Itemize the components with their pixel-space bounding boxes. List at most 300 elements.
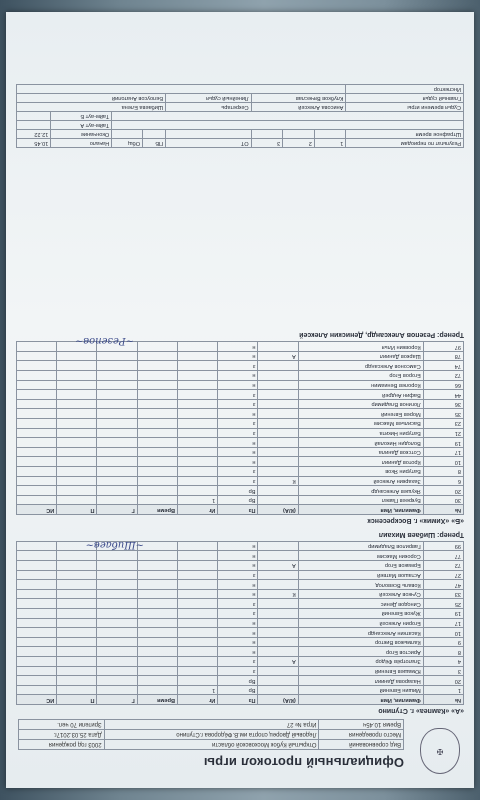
- protocol-rotated-content: [6, 12, 474, 788]
- venue-value: Ледовый Дворец спорта им.В.Фёдорова г.Ступино: [104, 730, 319, 740]
- team_a-cell: [97, 551, 137, 561]
- table-row: [17, 380, 464, 390]
- team_a-cell: н: [218, 580, 258, 590]
- team_b-cell: 44: [423, 390, 463, 400]
- team_a-col-header: Г: [97, 695, 137, 705]
- team_b-cell: [258, 447, 298, 457]
- team_b-cell: 66: [423, 380, 463, 390]
- team_a-cell: [17, 609, 57, 619]
- team_a-col-header: П: [57, 695, 97, 705]
- team_b-cell: [178, 409, 218, 419]
- team_a-cell: [178, 609, 218, 619]
- team_b-cell: [17, 409, 57, 419]
- team_b-cell: 30: [423, 495, 463, 505]
- team-b-signature: ~Резепов~: [74, 335, 134, 346]
- period-2: 2: [283, 139, 315, 148]
- team_b-cell: [258, 399, 298, 409]
- team_a-cell: Ермаков Егор: [298, 561, 423, 571]
- team_b-cell: [57, 361, 97, 371]
- team_a-cell: [57, 676, 97, 686]
- team_b-cell: [97, 476, 137, 486]
- team_b-cell: А: [258, 351, 298, 361]
- team_b-cell: [17, 486, 57, 496]
- team_a-cell: [258, 551, 298, 561]
- team_b-cell: 72: [423, 371, 463, 381]
- team_a-cell: н: [218, 628, 258, 638]
- team_b-cell: [137, 390, 177, 400]
- team_b-cell: [97, 390, 137, 400]
- team_b-cell: Батурин Никита: [298, 428, 423, 438]
- team-a-section: [16, 528, 464, 716]
- team_a-cell: [178, 676, 218, 686]
- team_a-col-header: Время: [137, 695, 177, 705]
- team_a-cell: Мишин Евгений: [298, 685, 423, 695]
- team_b-cell: Кротов Даниил: [298, 457, 423, 467]
- table-row: [17, 551, 464, 561]
- table-row: [17, 666, 464, 676]
- team_b-cell: 17: [423, 447, 463, 457]
- team_a-cell: [178, 580, 218, 590]
- team_a-cell: [258, 628, 298, 638]
- team_a-cell: [57, 561, 97, 571]
- table-row: [17, 399, 464, 409]
- team_a-cell: К: [258, 589, 298, 599]
- team_b-cell: н: [218, 342, 258, 352]
- team_b-cell: [57, 409, 97, 419]
- team_a-cell: [97, 685, 137, 695]
- team_b-cell: [258, 495, 298, 505]
- team_b-cell: [17, 380, 57, 390]
- team_a-cell: 77: [423, 551, 463, 561]
- team_b-cell: [17, 419, 57, 429]
- team_a-cell: з: [218, 599, 258, 609]
- team_b-cell: К: [258, 476, 298, 486]
- team_b-cell: [137, 428, 177, 438]
- team_a-cell: [137, 599, 177, 609]
- team_b-cell: [178, 457, 218, 467]
- team_a-cell: [17, 599, 57, 609]
- team_b-cell: [178, 486, 218, 496]
- team_b-cell: 10: [423, 457, 463, 467]
- team_a-cell: [97, 628, 137, 638]
- team_b-cell: [57, 351, 97, 361]
- team_a-cell: Сучков Алексей: [298, 589, 423, 599]
- team_b-cell: н: [218, 457, 258, 467]
- team_a-cell: [17, 570, 57, 580]
- team_b-cell: [97, 409, 137, 419]
- team_a-cell: [178, 541, 218, 551]
- team_b-cell: [57, 399, 97, 409]
- game-meta: [18, 719, 404, 750]
- team-b-coach: Тренер: Резепов Александр, Денискин Алексей: [299, 331, 464, 339]
- team_b-cell: [258, 409, 298, 419]
- team_a-cell: 3: [423, 666, 463, 676]
- team_b-cell: [178, 399, 218, 409]
- team_b-cell: [178, 342, 218, 352]
- team_b-cell: з: [218, 476, 258, 486]
- team_b-cell: Морев Евгений: [298, 409, 423, 419]
- team_b-cell: [178, 419, 218, 429]
- team_a-cell: [178, 666, 218, 676]
- table-row: [17, 628, 464, 638]
- team_a-cell: [258, 676, 298, 686]
- team_b-cell: [178, 380, 218, 390]
- team_b-cell: [97, 486, 137, 496]
- team_a-cell: [258, 580, 298, 590]
- team_a-cell: [178, 599, 218, 609]
- team_a-cell: [57, 580, 97, 590]
- linesman-value: Белоусов Анатолий: [17, 94, 166, 103]
- team_b-cell: Егоров Егор: [298, 371, 423, 381]
- team_b-cell: [57, 467, 97, 477]
- venue-label: Место проведения: [319, 730, 404, 740]
- team_a-cell: Касаткин Александр: [298, 628, 423, 638]
- table-row: [17, 676, 464, 686]
- team_b-cell: з: [218, 361, 258, 371]
- team_b-cell: [137, 342, 177, 352]
- team_a-cell: [17, 580, 57, 590]
- team_b-cell: Якушев Александр: [298, 486, 423, 496]
- period-1: 1: [314, 139, 346, 148]
- game-summary: [16, 84, 464, 148]
- team_a-cell: [57, 685, 97, 695]
- team_a-cell: 33: [423, 589, 463, 599]
- team_a-cell: Синодов Денис: [298, 599, 423, 609]
- team_a-cell: [258, 685, 298, 695]
- table-row: [17, 371, 464, 381]
- team_b-cell: [97, 371, 137, 381]
- team_b-cell: [178, 390, 218, 400]
- team_a-cell: з: [218, 657, 258, 667]
- competition-label: Вид соревнований: [319, 740, 404, 750]
- game-no-label: Игра №: [295, 721, 317, 728]
- team_b-cell: [178, 467, 218, 477]
- team_b-col-header: Пз: [218, 505, 258, 515]
- team_a-col-header: ИС: [17, 695, 57, 705]
- team_b-cell: [57, 419, 97, 429]
- team_a-cell: [57, 647, 97, 657]
- team_a-cell: [137, 676, 177, 686]
- team_a-cell: [137, 618, 177, 628]
- team_b-cell: [17, 399, 57, 409]
- team_b-cell: н: [218, 438, 258, 448]
- team_a-cell: 1: [423, 685, 463, 695]
- team_b-cell: 36: [423, 399, 463, 409]
- team_a-cell: [137, 657, 177, 667]
- team_b-cell: 74: [423, 361, 463, 371]
- team_a-cell: [57, 628, 97, 638]
- team-a-signature: ~Шибаев~: [85, 539, 144, 550]
- team_b-cell: [17, 351, 57, 361]
- team_a-cell: Вр: [218, 685, 258, 695]
- table-row: [17, 589, 464, 599]
- team_a-cell: Гаврилов Владимир: [298, 541, 423, 551]
- team_b-cell: [57, 371, 97, 381]
- team_a-cell: [97, 618, 137, 628]
- team_a-cell: Коваль Всеволод: [298, 580, 423, 590]
- team_b-cell: 20: [423, 486, 463, 496]
- team_b-cell: [97, 380, 137, 390]
- team_b-col-header: Фамилия, Имя: [298, 505, 423, 515]
- team_b-cell: [258, 380, 298, 390]
- team_b-col-header: №: [423, 505, 463, 515]
- team_a-cell: Златотрёв Фёдор: [298, 657, 423, 667]
- team_b-cell: [17, 371, 57, 381]
- team_b-cell: [178, 428, 218, 438]
- team_b-cell: [97, 467, 137, 477]
- team_a-cell: [137, 647, 177, 657]
- team_b-cell: [137, 409, 177, 419]
- team_b-cell: [178, 361, 218, 371]
- team_b-cell: [137, 457, 177, 467]
- table-row: [17, 361, 464, 371]
- team_b-cell: [137, 351, 177, 361]
- protocol-header: [16, 720, 464, 780]
- team_a-cell: [97, 570, 137, 580]
- team_b-col-header: (К/А): [258, 505, 298, 515]
- team_a-cell: 19: [423, 609, 463, 619]
- team_a-cell: 1: [178, 685, 218, 695]
- competition-value: Открытый Кубок Московской области: [104, 740, 319, 750]
- team_a-cell: Егорин Алексей: [298, 618, 423, 628]
- team_a-cell: [17, 676, 57, 686]
- inspector-label: Инспектор: [346, 85, 464, 94]
- team_a-cell: 25: [423, 599, 463, 609]
- team_b-cell: [258, 428, 298, 438]
- team_b-cell: Сотсков Данила: [298, 447, 423, 457]
- timekeeper-value: Анисова Алексей: [251, 103, 346, 112]
- timekeeper-label: Судья времени игры: [346, 103, 464, 112]
- team_a-cell: [178, 551, 218, 561]
- team_b-cell: [97, 438, 137, 448]
- team_b-cell: Вр: [218, 495, 258, 505]
- team_b-cell: з: [218, 399, 258, 409]
- team_a-cell: Юмашев Евгений: [298, 666, 423, 676]
- team_a-cell: [97, 561, 137, 571]
- team-a-roster: [16, 541, 464, 705]
- team_b-cell: [137, 467, 177, 477]
- team_a-cell: [178, 561, 218, 571]
- team_a-cell: 17: [423, 618, 463, 628]
- team_b-cell: 6: [423, 476, 463, 486]
- table-row: [17, 561, 464, 571]
- team_a-cell: А: [258, 561, 298, 571]
- team_b-cell: [97, 428, 137, 438]
- team_b-cell: [137, 438, 177, 448]
- team_b-cell: Вафин Андрей: [298, 390, 423, 400]
- team_a-cell: Назарова Даниил: [298, 676, 423, 686]
- table-row: [17, 428, 464, 438]
- team_b-cell: [137, 371, 177, 381]
- team_a-cell: [258, 599, 298, 609]
- secretary-value: Шибаева Елена: [17, 103, 166, 112]
- team_b-cell: [17, 361, 57, 371]
- team_a-cell: [178, 628, 218, 638]
- team_a-cell: 99: [423, 541, 463, 551]
- table-row: [17, 419, 464, 429]
- team_a-col-header: Пз: [218, 695, 258, 705]
- time-label: Время: [382, 721, 401, 728]
- team_a-cell: [258, 637, 298, 647]
- referee-label: Главный судья: [346, 94, 464, 103]
- team_a-cell: [97, 589, 137, 599]
- team_b-cell: [17, 457, 57, 467]
- team_b-cell: [17, 495, 57, 505]
- team_a-cell: [17, 551, 57, 561]
- team_b-cell: 97: [423, 342, 463, 352]
- team_a-col-header: (К/А): [258, 695, 298, 705]
- team_b-col-header: Иг: [178, 505, 218, 515]
- team_b-cell: [97, 457, 137, 467]
- table-row: [17, 647, 464, 657]
- club-emblem-icon: ✠: [420, 728, 460, 774]
- table-row: [17, 467, 464, 477]
- team_a-cell: [258, 541, 298, 551]
- period-so: ПБ: [143, 139, 166, 148]
- team_a-cell: [57, 609, 97, 619]
- team_a-cell: [57, 589, 97, 599]
- team_b-cell: [57, 438, 97, 448]
- team_a-cell: [97, 580, 137, 590]
- team_a-cell: [17, 589, 57, 599]
- team_b-cell: [137, 486, 177, 496]
- team_b-cell: н: [218, 371, 258, 381]
- team_b-cell: [17, 447, 57, 457]
- table-row: [17, 351, 464, 361]
- team-a-header: «А» «Кампеа» г. Ступино: [378, 707, 464, 714]
- team_a-cell: [97, 676, 137, 686]
- team_b-cell: [258, 371, 298, 381]
- table-row: [17, 447, 464, 457]
- result-label: Результат по периодам: [346, 139, 464, 148]
- team_a-cell: [97, 637, 137, 647]
- team_b-cell: [137, 419, 177, 429]
- team_a-cell: [137, 685, 177, 695]
- team_b-cell: [258, 390, 298, 400]
- team_a-cell: з: [218, 666, 258, 676]
- team_b-cell: [57, 390, 97, 400]
- team_b-cell: Захаркин Алексей: [298, 476, 423, 486]
- team_a-cell: [137, 609, 177, 619]
- team_b-cell: Самсонов Александр: [298, 361, 423, 371]
- team_a-cell: 10: [423, 628, 463, 638]
- team_a-cell: [57, 570, 97, 580]
- team_b-cell: [258, 419, 298, 429]
- team_a-cell: н: [218, 647, 258, 657]
- team_b-cell: Букреев Павел: [298, 495, 423, 505]
- team_a-cell: [17, 685, 57, 695]
- team_a-cell: [57, 551, 97, 561]
- team_a-cell: [97, 657, 137, 667]
- team_b-col-header: П: [57, 505, 97, 515]
- team_a-cell: н: [218, 541, 258, 551]
- team_a-cell: [178, 589, 218, 599]
- team-b-header: «Б» «Химик» г. Воскресенск: [367, 517, 464, 524]
- team_b-cell: [57, 486, 97, 496]
- team_b-cell: [97, 495, 137, 505]
- team_a-cell: н: [218, 618, 258, 628]
- team_a-cell: [97, 599, 137, 609]
- team_b-cell: [97, 419, 137, 429]
- team_b-cell: [17, 342, 57, 352]
- team_b-cell: [17, 428, 57, 438]
- team_b-cell: 35: [423, 409, 463, 419]
- team_b-cell: [97, 399, 137, 409]
- team_a-cell: [57, 666, 97, 676]
- spectators-value: 70 чел.: [57, 721, 77, 728]
- team_b-cell: Королев Вениамин: [298, 380, 423, 390]
- table-row: [17, 495, 464, 505]
- team_b-cell: [17, 476, 57, 486]
- team_b-cell: [137, 447, 177, 457]
- team_b-cell: 21: [423, 428, 463, 438]
- team_a-cell: Жуков Евгений: [298, 609, 423, 619]
- game-no-value: 27: [286, 721, 294, 728]
- table-row: [17, 657, 464, 667]
- team_a-cell: [17, 647, 57, 657]
- team_a-cell: 72: [423, 561, 463, 571]
- team_a-cell: з: [218, 570, 258, 580]
- team_b-cell: [57, 495, 97, 505]
- team_a-cell: [178, 618, 218, 628]
- team_b-cell: [57, 428, 97, 438]
- team_a-cell: [57, 657, 97, 667]
- start-label: Начало: [51, 139, 112, 148]
- team_b-col-header: Время: [137, 505, 177, 515]
- team_a-cell: Аристов Егор: [298, 647, 423, 657]
- team_b-cell: [57, 447, 97, 457]
- spectators-label: Зрители: [78, 721, 102, 728]
- team_a-col-header: Иг: [178, 695, 218, 705]
- team_a-cell: 20: [423, 676, 463, 686]
- page-title: Официальный протокол игры: [203, 755, 404, 770]
- team_b-cell: [57, 457, 97, 467]
- team_a-cell: н: [218, 637, 258, 647]
- end-label: Окончание: [51, 130, 112, 139]
- team_b-cell: Шарков Даниил: [298, 351, 423, 361]
- team_a-cell: з: [218, 609, 258, 619]
- team_a-cell: [178, 647, 218, 657]
- timeout-b-label: Тайм-аут Б: [51, 112, 112, 121]
- team_a-cell: н: [218, 551, 258, 561]
- team_a-cell: [258, 647, 298, 657]
- table-row: [17, 438, 464, 448]
- team_b-cell: Васильев Максим: [298, 419, 423, 429]
- team_a-cell: [17, 637, 57, 647]
- team_a-cell: [137, 570, 177, 580]
- team_a-cell: [137, 589, 177, 599]
- team_b-cell: 23: [423, 419, 463, 429]
- team_b-cell: Володин Николай: [298, 438, 423, 448]
- team_a-cell: [258, 570, 298, 580]
- team_b-cell: [137, 380, 177, 390]
- team_a-cell: [137, 580, 177, 590]
- team_a-cell: 47: [423, 580, 463, 590]
- secretary-label: Секретарь: [166, 103, 252, 112]
- penalty-label: Штрафное время: [346, 130, 464, 139]
- team_b-cell: [17, 390, 57, 400]
- table-row: [17, 618, 464, 628]
- table-row: [17, 541, 464, 551]
- team_b-cell: [57, 476, 97, 486]
- team_a-cell: [57, 637, 97, 647]
- table-row: [17, 476, 464, 486]
- team-a-coach: Тренер: Шибаев Михаил: [378, 530, 464, 538]
- team_a-cell: [178, 657, 218, 667]
- team_a-col-header: №: [423, 695, 463, 705]
- linesman-label: Линейный судья: [166, 94, 252, 103]
- team_b-cell: [97, 361, 137, 371]
